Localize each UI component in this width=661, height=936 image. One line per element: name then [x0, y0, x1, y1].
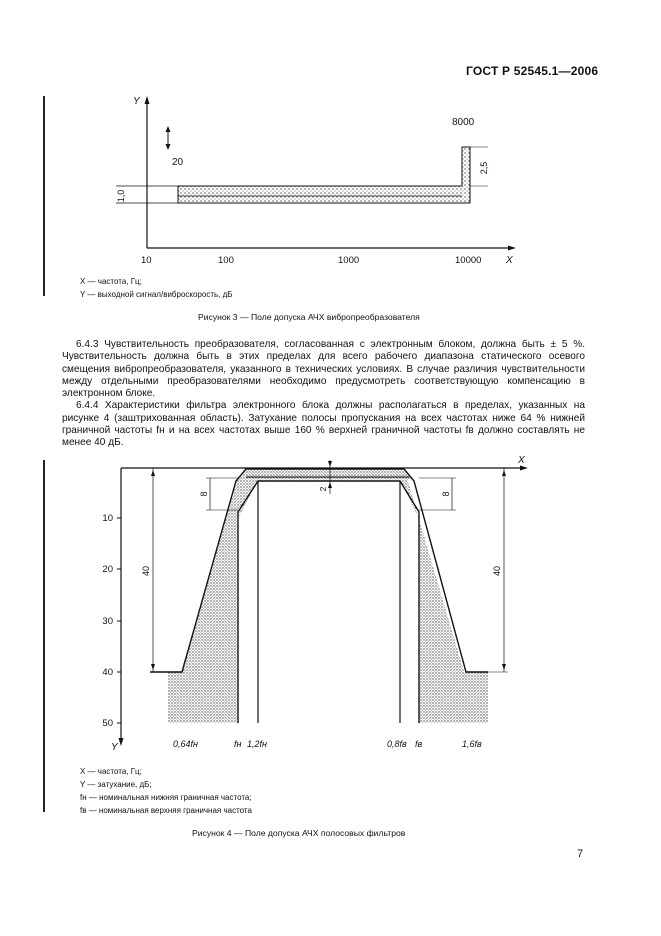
document-header: ГОСТ Р 52545.1—2006: [466, 64, 599, 78]
legend-item: Y — затухание, дБ;: [80, 780, 152, 789]
fig4-x-label-064fn: 0,64fн: [173, 739, 198, 749]
fig3-tolerance-band: [178, 147, 470, 203]
legend-item: X — частота, Гц;: [80, 277, 142, 286]
page-number: 7: [577, 848, 584, 860]
fig4-x-label-12fn: 1,2fн: [247, 739, 267, 749]
fig4-x-label: X: [518, 455, 525, 466]
figure3-legend: [80, 275, 233, 301]
figure4-plot: [102, 455, 528, 753]
figure4-legend: [80, 765, 252, 817]
fig4-y-tick: 20: [102, 564, 113, 575]
fig3-x-tick: 100: [218, 255, 234, 266]
paragraph-6-4-4: 6.4.4 Характеристики фильтра электронного блока должны располагаться в пределах, указанных на рисунке 4 (заштрихованная область). Затухание полосы пропускания на всех частотах ниже 64 % нижней граничной частоты fн и на всех частотах выше 160 % верхней граничной частоты fв должно составлять не менее 40 дБ.: [62, 400, 585, 449]
legend-item: fн — номинальная нижняя граничная частота;: [80, 793, 252, 802]
fig3-x-tick: 10: [141, 255, 152, 266]
fig4-y-tick: 30: [102, 616, 113, 627]
fig4-dim-8-left: 8: [199, 491, 209, 497]
fig3-x-tick: 1000: [338, 255, 360, 266]
fig4-x-label-08fv: 0,8fв: [387, 739, 407, 749]
paragraph-6-4-3: 6.4.3 Чувствительность преобразователя, согласованная с электронным блоком, должна быть ± 5 %. Чувствительность должна быть в этих пределах для всего рабочего диапазона статического осевого смещения вибропреобразователя, указанного в технических условиях. В случае различия чувствительности между отдельными преобразователями необходимо предусмотреть соответствующую компенсацию в электронном блоке.: [62, 339, 585, 400]
fig4-y-arrow-icon: [119, 738, 124, 746]
fig4-x-label-fn: fн: [234, 739, 242, 749]
figure4-caption: Рисунок 4 — Поле допуска АЧХ полосовых фильтров: [192, 828, 406, 838]
fig4-x-label-fv: fв: [415, 739, 423, 749]
fig3-label-8000: 8000: [452, 117, 475, 128]
fig4-y-tick: 50: [102, 718, 113, 729]
legend-item: X — частота, Гц;: [80, 767, 142, 776]
body-text: [62, 339, 585, 450]
fig4-dim-2-label: 2: [318, 486, 328, 492]
fig4-x-arrow-icon: [520, 466, 528, 471]
figure3-caption: Рисунок 3 — Поле допуска АЧХ вибропреобразователя: [198, 312, 420, 322]
legend-item: fв — номинальная верхняя граничная частота: [80, 806, 252, 815]
fig3-x-arrow-icon: [508, 246, 516, 251]
fig4-dim-40-left-label: 40: [141, 565, 151, 577]
fig3-label-2-5: 2,5: [479, 161, 489, 175]
fig4-dim-8-right: 8: [441, 491, 451, 497]
fig4-y-tick: 10: [102, 513, 113, 524]
fig3-x-tick: 10000: [455, 255, 482, 266]
fig3-y-tick-1-0: 1,0: [116, 189, 126, 203]
fig3-y-label: Y: [133, 96, 140, 107]
fig4-dim-40-right-label: 40: [492, 565, 502, 577]
fig3-y-arrow-icon: [145, 96, 150, 104]
legend-item: Y — выходной сигнал/виброскорость, дБ: [80, 290, 233, 299]
fig3-arrow-label-20: 20: [172, 157, 184, 168]
figure3-plot: [116, 96, 516, 266]
fig4-y-tick: 40: [102, 667, 113, 678]
fig3-x-label: X: [506, 255, 513, 266]
fig4-y-label: Y: [111, 742, 118, 753]
fig4-x-label-16fv: 1,6fв: [462, 739, 482, 749]
